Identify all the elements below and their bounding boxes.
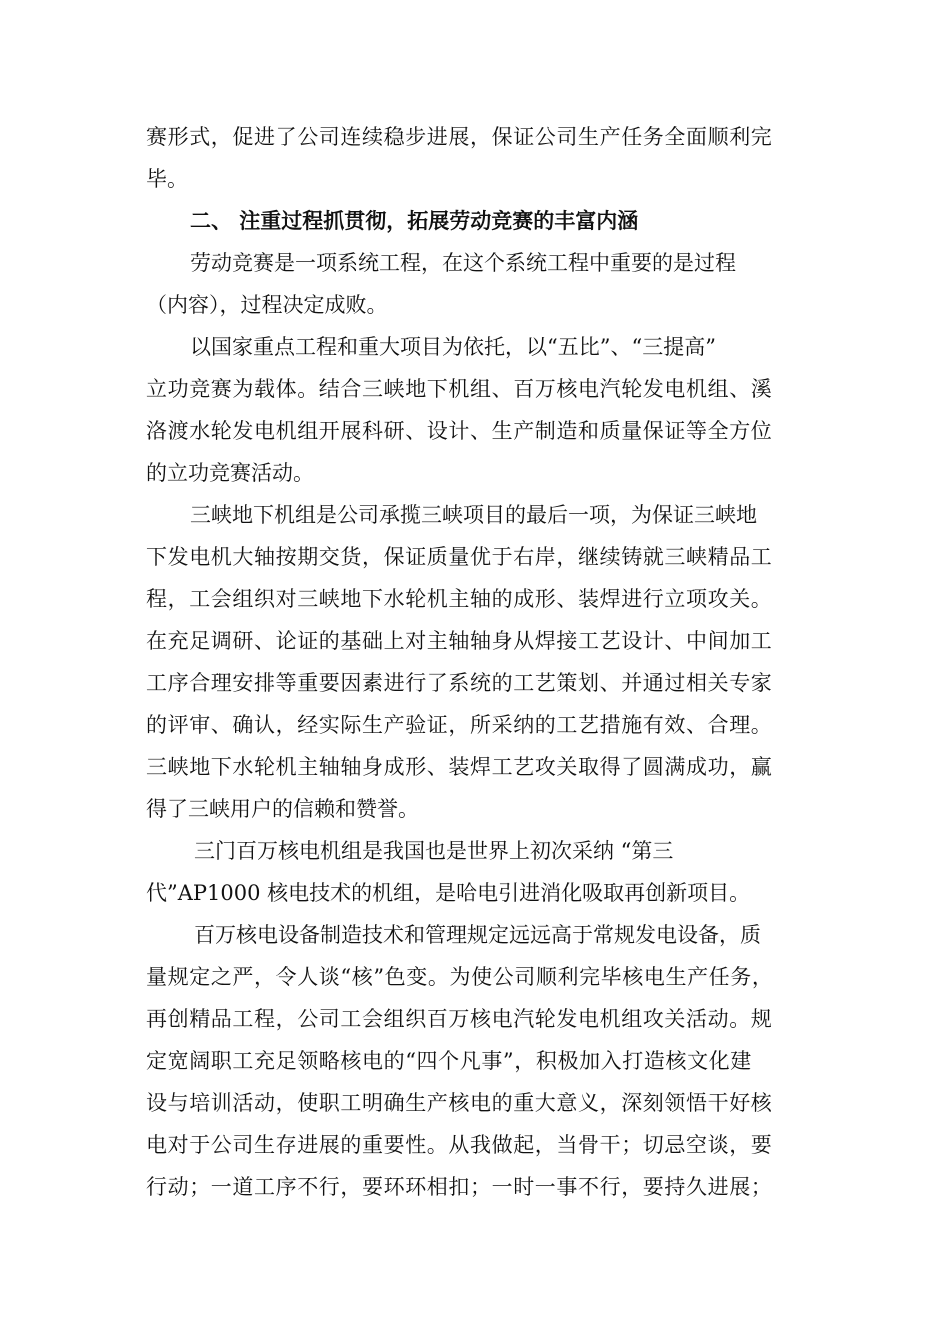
text-line: 代”AP1000 核电技术的机组，是哈电引进消化吸取再创新项目。 (146, 881, 751, 905)
text-line: 劳动竞赛是一项系统工程，在这个系统工程中重要的是过程 (190, 251, 736, 275)
text-line: 以国家重点工程和重大项目为依托，以“五比”、“三提高” (190, 335, 716, 359)
text-line: 洛渡水轮发电机组开展科研、设计、生产制造和质量保证等全方位 (146, 419, 773, 443)
text-line: 量规定之严，令人谈“核”色变。为使公司顺利完毕核电生产任务， (146, 965, 774, 989)
text-line: 三峡地下水轮机主轴轴身成形、装焊工艺攻关取得了圆满成功，赢 (146, 755, 773, 779)
section-heading: 二、 注重过程抓贯彻，拓展劳动竞赛的丰富内涵 (190, 209, 639, 233)
text-line: 得了三峡用户的信赖和赞誉。 (146, 797, 419, 821)
text-line: 的立功竞赛活动。 (146, 461, 314, 485)
text-line: 的评审、确认，经实际生产验证，所采纳的工艺措施有效、合理。 (146, 713, 773, 737)
text-line: 在充足调研、论证的基础上对主轴轴身从焊接工艺设计、中间加工 (146, 629, 773, 653)
text-line: 设与培训活动，使职工明确生产核电的重大意义，深刻领悟干好核 (146, 1091, 773, 1115)
text-line: 定宽阔职工充足领略核电的“四个凡事”，积极加入打造核文化建 (146, 1049, 752, 1073)
text-line: 电对于公司生存进展的重要性。从我做起，当骨干；切忌空谈，要 (146, 1133, 773, 1157)
text-line: 立功竞赛为载体。结合三峡地下机组、百万核电汽轮发电机组、溪 (146, 377, 773, 401)
text-line: 赛形式，促进了公司连续稳步进展，保证公司生产任务全面顺利完 (146, 125, 773, 149)
text-line: 百万核电设备制造技术和管理规定远远高于常规发电设备，质 (194, 923, 761, 947)
text-line: 再创精品工程，公司工会组织百万核电汽轮发电机组攻关活动。规 (146, 1007, 773, 1031)
text-line: 行动；一道工序不行，要环环相扣；一时一事不行，要持久进展； (146, 1175, 773, 1199)
text-line: 下发电机大轴按期交货，保证质量优于右岸，继续铸就三峡精品工 (146, 545, 773, 569)
text-line: 毕。 (146, 167, 188, 191)
text-line: 三峡地下机组是公司承揽三峡项目的最后一项，为保证三峡地 (190, 503, 757, 527)
text-line: 程，工会组织对三峡地下水轮机主轴的成形、装焊进行立项攻关。 (146, 587, 773, 611)
text-line: （内容），过程决定成败。 (146, 293, 388, 317)
document-body (146, 116, 806, 1208)
text-line: 三门百万核电机组是我国也是世界上初次采纳 “第三 (194, 839, 674, 863)
text-line: 工序合理安排等重要因素进行了系统的工艺策划、并通过相关专家 (146, 671, 773, 695)
